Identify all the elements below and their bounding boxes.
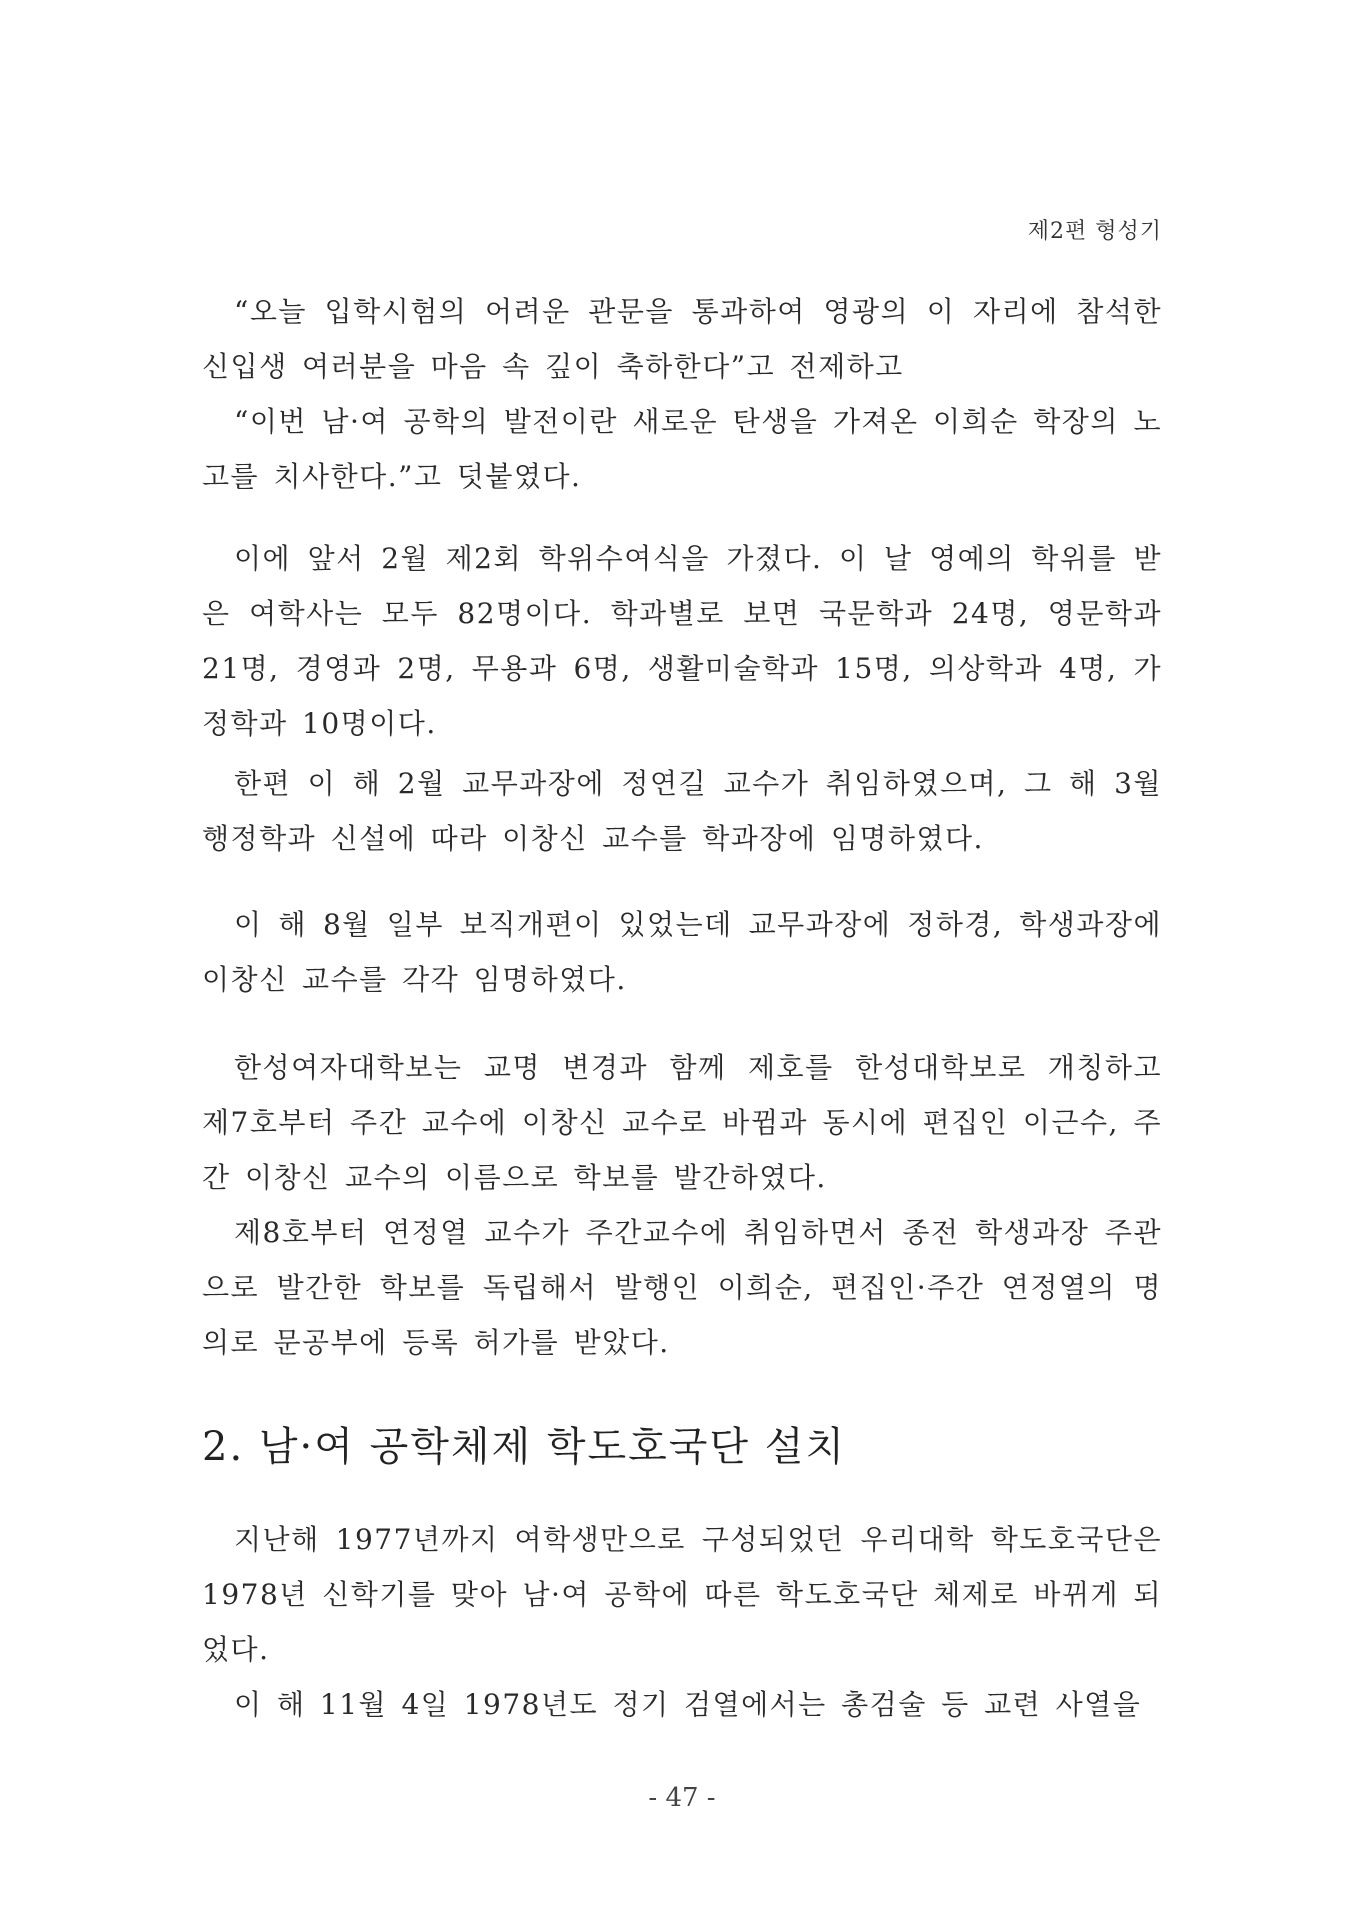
paragraph: 이 해 8월 일부 보직개편이 있었는데 교무과장에 정하경, 학생과장에 이창신 교수를 각각 임명하였다. [202,908,1162,996]
paragraph: 이에 앞서 2월 제2회 학위수여식을 가졌다. 이 날 영예의 학위를 받은 여학사는 모두 82명이다. 학과별로 보면 국문학과 24명, 영문학과 21명, 경영과 2명, 무용과 6명, 생활미술학과 15명, 의상학과 4명, 가정학과 10명이다. [202,542,1162,740]
text-block-appointments-feb [202,756,1162,866]
text-block-appointments-aug [202,897,1162,1007]
paragraph: “오늘 입학시험의 어려운 관문을 통과하여 영광의 이 자리에 참석한 신입생 여러분을 마음 속 깊이 축하한다”고 전제하고 [202,295,1162,383]
text-block-section [202,1512,1162,1732]
page-number: - 47 - [648,1783,716,1813]
section-heading: 2. 남·여 공학체제 학도호국단 설치 [202,1424,847,1470]
paragraph: 한성여자대학보는 교명 변경과 함께 제호를 한성대학보로 개칭하고 제7호부터 주간 교수에 이창신 교수로 바뀜과 동시에 편집인 이근수, 주간 이창신 교수의 이름으로 학보를 발간하였다. [202,1051,1162,1194]
text-block-newspaper [202,1040,1162,1370]
running-header: 제2편 형성기 [1027,219,1162,244]
paragraph: 이 해 11월 4일 1978년도 정기 검열에서는 총검술 등 교련 사열을 [234,1688,1142,1721]
paragraph: 지난해 1977년까지 여학생만으로 구성되었던 우리대학 학도호국단은 1978년 신학기를 맞아 남·여 공학에 따른 학도호국단 체제로 바뀌게 되었다. [202,1523,1162,1666]
paragraph: “이번 남·여 공학의 발전이란 새로운 탄생을 가져온 이희순 학장의 노고를 치사한다.”고 덧붙였다. [202,405,1162,493]
text-block-graduation [202,531,1162,751]
paragraph: 제8호부터 연정열 교수가 주간교수에 취임하면서 종전 학생과장 주관으로 발간한 학보를 독립해서 발행인 이희순, 편집인·주간 연정열의 명의로 문공부에 등록 허가를 받았다. [202,1216,1162,1359]
paragraph: 한편 이 해 2월 교무과장에 정연길 교수가 취임하였으며, 그 해 3월 행정학과 신설에 따라 이창신 교수를 학과장에 임명하였다. [202,767,1162,855]
text-block-quotes [202,284,1162,504]
